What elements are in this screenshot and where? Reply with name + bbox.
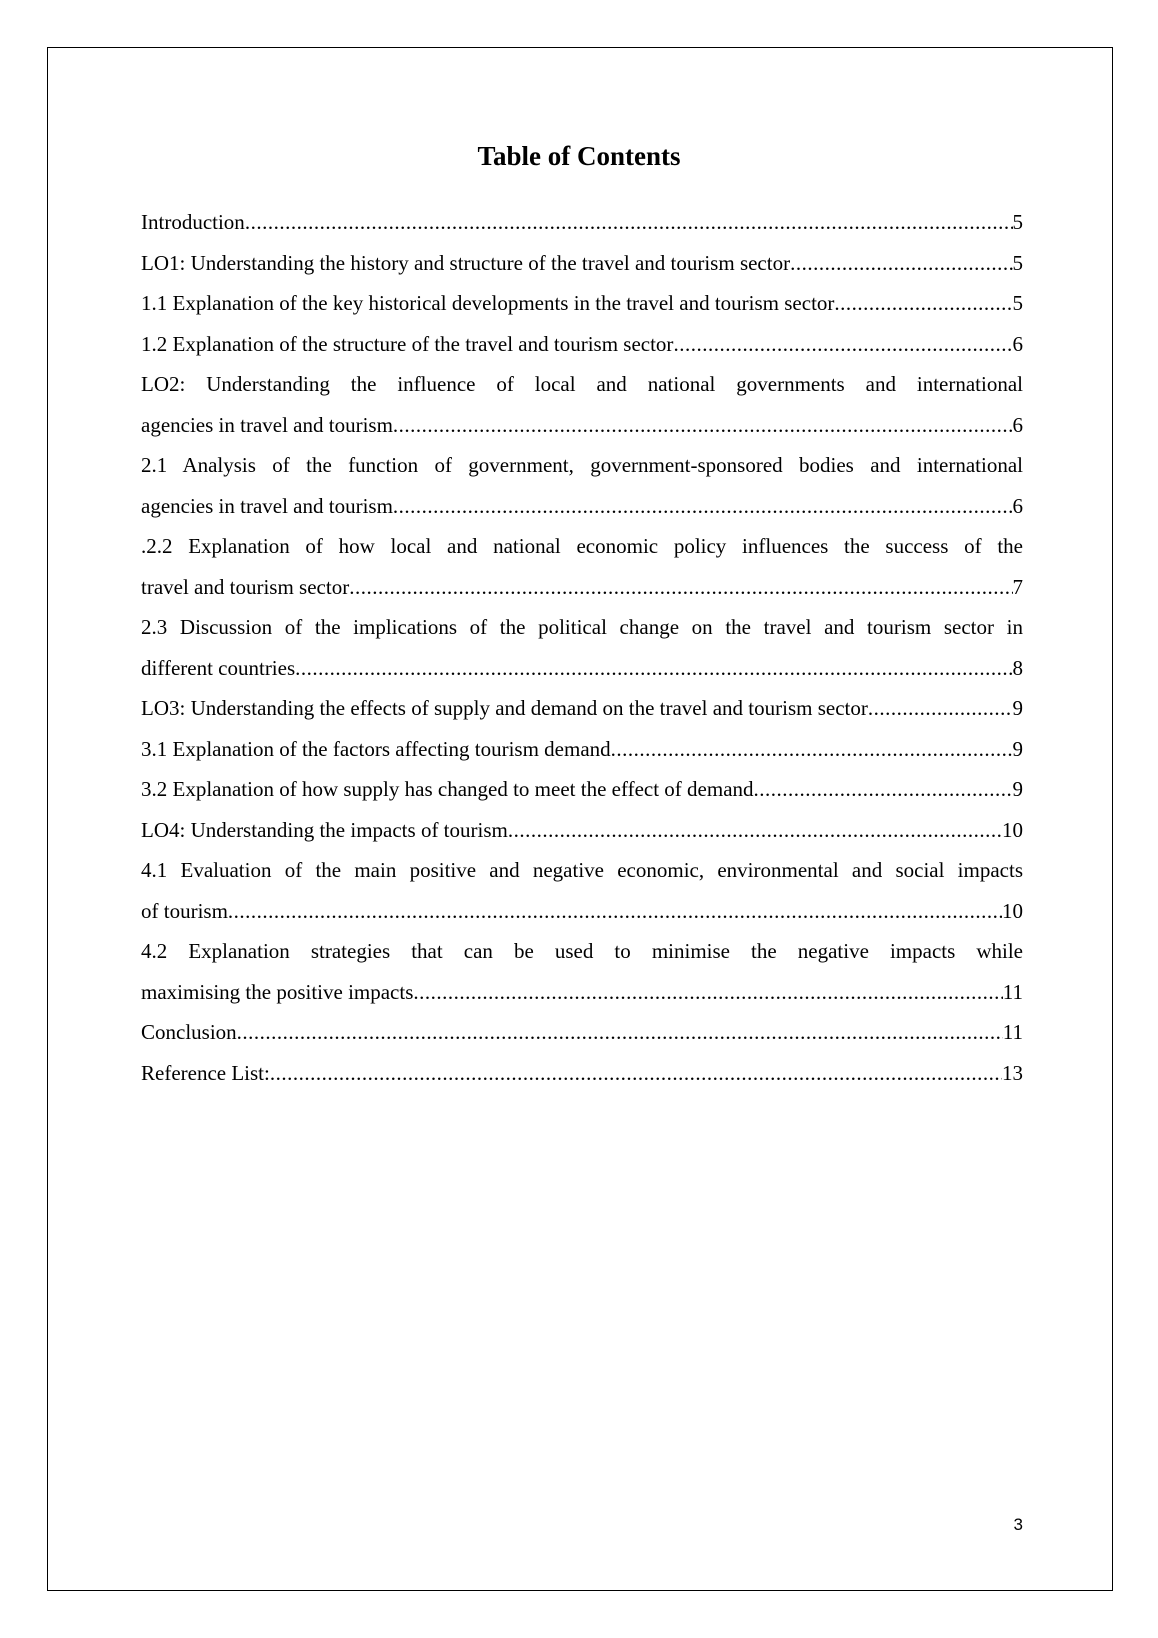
toc-page-number: 11 (1002, 1020, 1023, 1044)
toc-entry[interactable] (141, 769, 1023, 810)
toc-entry-title: 3.1 Explanation of the factors affecting tourism demand (141, 736, 611, 761)
toc-entry-title-line: LO2: Understanding the influence of local and national governments and international (141, 372, 1023, 396)
toc-dot-leader (393, 405, 1013, 446)
toc-title: Table of Contents (477, 141, 681, 171)
toc-entry[interactable] (141, 364, 1023, 445)
toc-entry[interactable] (141, 729, 1023, 770)
toc-dot-leader (673, 324, 1012, 365)
toc-entry-title: Reference List: (141, 1060, 270, 1085)
toc-entry[interactable] (141, 526, 1023, 607)
toc-list (141, 202, 1023, 1093)
toc-entry-title: 3.2 Explanation of how supply has changed to meet the effect of demand (141, 777, 754, 801)
toc-entry-title-line: 4.2 Explanation strategies that can be used to minimise the negative impacts while (141, 939, 1023, 963)
toc-entry[interactable] (141, 607, 1023, 688)
toc-dot-leader (295, 648, 1012, 689)
toc-entry[interactable] (141, 931, 1023, 1012)
page-number: 3 (1013, 1515, 1023, 1534)
toc-entry[interactable] (141, 324, 1023, 365)
toc-entry-title: 1.1 Explanation of the key historical developments in the travel and tourism sector (141, 291, 835, 315)
toc-dot-leader (754, 769, 1013, 810)
toc-page-number: 6 (1012, 412, 1023, 437)
toc-entry-title: different countries (141, 655, 296, 680)
toc-entry-title: travel and tourism sector (141, 574, 350, 599)
toc-page-number: 11 (1002, 979, 1023, 1004)
toc-entry[interactable] (141, 243, 1023, 284)
toc-dot-leader (237, 1012, 1003, 1053)
toc-entry[interactable] (141, 810, 1023, 851)
toc-dot-leader (611, 729, 1013, 770)
toc-entry-title: LO1: Understanding the history and structure of the travel and tourism sector (141, 250, 791, 275)
toc-page-number: 8 (1012, 655, 1023, 680)
toc-entry[interactable] (141, 1012, 1023, 1053)
toc-entry[interactable] (141, 202, 1023, 243)
toc-dot-leader (413, 972, 1002, 1013)
toc-entry-title-line: 2.1 Analysis of the function of government, government-sponsored bodies and international (141, 453, 1023, 477)
toc-dot-leader (393, 486, 1013, 527)
toc-entry[interactable] (141, 445, 1023, 526)
toc-entry[interactable] (141, 688, 1023, 729)
toc-entry-title: 1.2 Explanation of the structure of the travel and tourism sector (141, 331, 674, 356)
toc-entry-title-line: .2.2 Explanation of how local and national economic policy influences the success of the (141, 534, 1023, 558)
toc-dot-leader (270, 1053, 1002, 1094)
toc-page-number: 6 (1012, 493, 1023, 518)
toc-entry-title: Introduction (141, 210, 245, 234)
toc-entry-title: maximising the positive impacts (141, 979, 414, 1004)
toc-entry-title-line: 2.3 Discussion of the implications of the political change on the travel and tourism sector in (141, 615, 1023, 639)
toc-dot-leader (834, 283, 1012, 324)
toc-entry-title: agencies in travel and tourism (141, 412, 393, 437)
toc-entry[interactable] (141, 1053, 1023, 1094)
toc-page-number: 10 (1002, 898, 1023, 923)
toc-entry-title: of tourism (141, 898, 228, 923)
toc-page-number: 9 (1012, 777, 1023, 801)
toc-dot-leader (245, 202, 1013, 243)
toc-dot-leader (228, 891, 1002, 932)
toc-entry-title: Conclusion (141, 1020, 237, 1044)
toc-dot-leader (790, 243, 1012, 284)
toc-page-number: 10 (1002, 817, 1023, 842)
toc-dot-leader (349, 567, 1012, 608)
toc-dot-leader (508, 810, 1002, 851)
toc-page-number: 6 (1012, 331, 1023, 356)
toc-dot-leader (868, 688, 1013, 729)
toc-page-number: 7 (1012, 574, 1023, 599)
toc-entry[interactable] (141, 283, 1023, 324)
toc-entry-title: LO4: Understanding the impacts of tourism (141, 817, 508, 842)
toc-page-number: 5 (1012, 210, 1023, 234)
toc-entry-title: agencies in travel and tourism (141, 493, 393, 518)
toc-page-number: 9 (1012, 736, 1023, 761)
table-of-contents (141, 202, 1023, 1093)
toc-page-number: 13 (1002, 1060, 1023, 1085)
toc-page-number: 5 (1012, 291, 1023, 315)
toc-page-number: 5 (1012, 250, 1023, 275)
toc-page-number: 9 (1012, 696, 1023, 720)
toc-entry-title-line: 4.1 Evaluation of the main positive and negative economic, environmental and social impacts (141, 858, 1023, 882)
toc-entry[interactable] (141, 850, 1023, 931)
toc-entry-title: LO3: Understanding the effects of supply and demand on the travel and tourism sector (141, 696, 868, 720)
